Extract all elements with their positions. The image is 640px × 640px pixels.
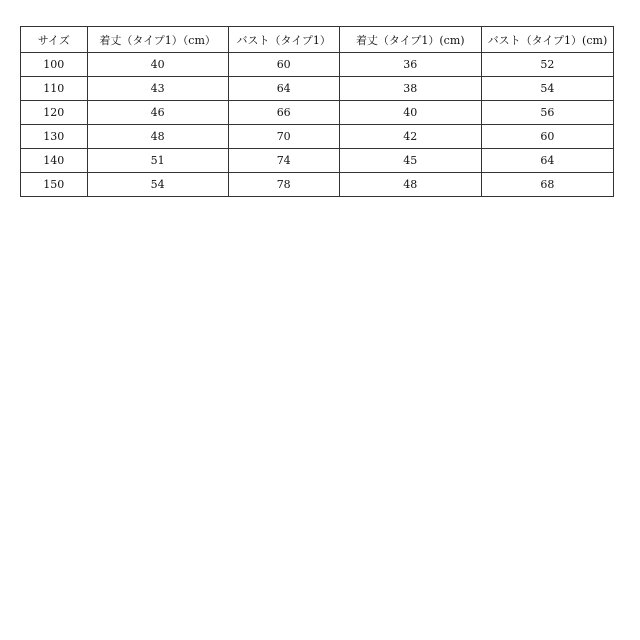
cell-size: 140 — [21, 149, 88, 173]
header-bust-type1-cm: バスト（タイプ1）(cm) — [481, 27, 613, 53]
cell-length: 43 — [87, 77, 228, 101]
cell-bust: 70 — [228, 125, 339, 149]
cell-size: 100 — [21, 53, 88, 77]
table-row — [21, 125, 614, 149]
cell-bust: 78 — [228, 173, 339, 197]
cell-length-2: 48 — [339, 173, 481, 197]
cell-bust-2: 68 — [481, 173, 613, 197]
cell-bust: 64 — [228, 77, 339, 101]
cell-length: 46 — [87, 101, 228, 125]
cell-bust: 66 — [228, 101, 339, 125]
header-bust-type1: バスト（タイプ1） — [228, 27, 339, 53]
cell-size: 120 — [21, 101, 88, 125]
table-row — [21, 101, 614, 125]
header-row — [21, 27, 614, 53]
cell-bust-2: 54 — [481, 77, 613, 101]
cell-bust: 74 — [228, 149, 339, 173]
cell-length-2: 36 — [339, 53, 481, 77]
table-row — [21, 173, 614, 197]
size-table — [20, 26, 614, 197]
cell-length: 51 — [87, 149, 228, 173]
table-row — [21, 149, 614, 173]
header-length-type1-cm: 着丈（タイプ1）（cm） — [87, 27, 228, 53]
cell-length: 48 — [87, 125, 228, 149]
table-row — [21, 53, 614, 77]
header-size: サイズ — [21, 27, 88, 53]
cell-bust-2: 60 — [481, 125, 613, 149]
header-length-type1-cm-2: 着丈（タイプ1）(cm) — [339, 27, 481, 53]
cell-size: 150 — [21, 173, 88, 197]
cell-length: 40 — [87, 53, 228, 77]
cell-bust-2: 56 — [481, 101, 613, 125]
cell-size: 130 — [21, 125, 88, 149]
table-row — [21, 77, 614, 101]
cell-length: 54 — [87, 173, 228, 197]
cell-length-2: 40 — [339, 101, 481, 125]
cell-bust: 60 — [228, 53, 339, 77]
cell-length-2: 45 — [339, 149, 481, 173]
cell-bust-2: 64 — [481, 149, 613, 173]
cell-length-2: 42 — [339, 125, 481, 149]
cell-size: 110 — [21, 77, 88, 101]
cell-bust-2: 52 — [481, 53, 613, 77]
cell-length-2: 38 — [339, 77, 481, 101]
